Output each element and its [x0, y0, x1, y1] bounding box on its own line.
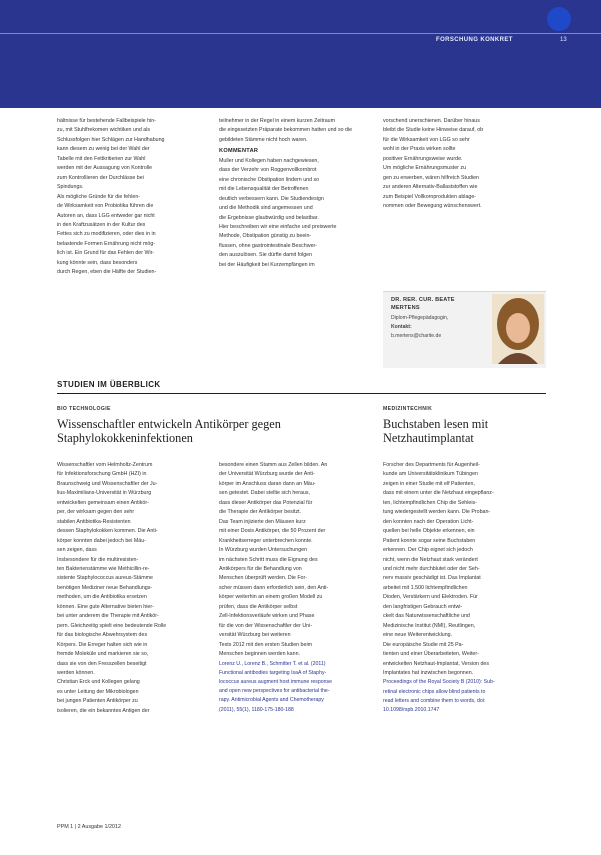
body-text-line: kung könnte sein, dass besonders	[57, 259, 138, 266]
body-text-line: fremde Moleküle und markieren sie so,	[57, 651, 149, 658]
author-name-line1: DR. RER. CUR. BEATE	[391, 297, 455, 303]
body-text-line: tienten und einer Überarbeiteten, Weiter-	[383, 651, 479, 658]
body-text-line: prüfen, dass die Antikörper selbst	[219, 603, 298, 610]
kommentar-title: KOMMENTAR	[219, 148, 259, 155]
article-right-headline	[383, 417, 488, 445]
body-text-line: erkennen. Der Chip eignet sich jedoch	[383, 547, 473, 554]
body-text-line: gen zu erwerben, wären hilfreich Studien	[383, 174, 479, 181]
body-text-line: Fettes sich zu modifizieren, oder dies in in	[57, 231, 156, 238]
body-text-line: deutlich verbessern kann. Die Studiendesign	[219, 195, 324, 202]
page-footer: PPM 1 | 2 Ausgabe 1/2012	[57, 824, 122, 830]
body-text-line: können. Eine gute Alternative bieten hier-	[57, 603, 154, 610]
author-name-line2: MERTENS	[391, 305, 420, 311]
article-right-headline-line1: Buchstaben lesen mit	[383, 417, 489, 431]
body-text-line: Antikörpers für die Behandlung von	[219, 565, 302, 572]
page-number: 13	[560, 37, 567, 43]
body-text-line: Körpers. Die Erreger halten sich wie in	[57, 641, 148, 648]
body-text-line: die Ergebnisse glaubwürdig und belastbar.	[219, 214, 319, 221]
article-left-headline-line2: Staphylokokkeninfektionen	[57, 431, 193, 445]
body-text-line: körper konnten dabei jedoch bei Mäu-	[57, 537, 146, 544]
body-text-line: dass mit einem unter die Netzhaut eingepflanz-	[383, 490, 494, 497]
body-text-line: werden können.	[57, 669, 95, 676]
body-text-line: sen getestet. Dabei stellte sich heraus,	[219, 490, 310, 497]
reference-line: Proceedings of the Royal Society B (2010): Sub-	[383, 679, 495, 686]
body-text-line: den konnten nach der Operation Licht-	[383, 518, 474, 525]
article-left-kicker: BIO TECHNOLOGIE	[57, 406, 111, 412]
body-text-line: entwickelten gemeinsam einen Antikör-	[57, 499, 149, 506]
body-text-line: eine neue Weiterentwicklung.	[383, 632, 453, 639]
body-text-line: entwickelten Netzhaut-Implantat, Version des	[383, 660, 489, 667]
body-text-line: nicht, wenn die Netzhaut stark verändert	[383, 556, 478, 563]
body-text-line: Menschen beginnen werden kann.	[219, 651, 300, 658]
body-text-line: Um mögliche Ernährungsmuster zu	[383, 165, 467, 172]
body-text-line: eine chronische Obstipation lindern und so	[219, 176, 320, 183]
body-text-line: per, der wirksam gegen den sehr	[57, 509, 135, 516]
body-text-line: nerv massiv geschädigt ist. Das Implantat	[383, 575, 481, 582]
body-text-line: dass der Verzehr von Roggenvollkornbrot	[219, 167, 317, 174]
body-text-line: positiver Ernährungsweise wurde.	[383, 155, 463, 162]
body-text-line: lius-Maximilians-Universität in Würzburg	[57, 490, 152, 497]
body-text-line: Implantates hat inzwischen begonnen.	[383, 669, 474, 676]
author-photo	[492, 294, 544, 364]
body-text-line: ten Bakterienstämme wie Methicillin-re-	[57, 565, 150, 572]
top-column-3	[383, 117, 546, 212]
body-text-line: Christian Erck und Kollegen gelang	[57, 679, 140, 686]
top-column-2	[219, 117, 375, 270]
body-text-line: Die europäische Studie mit 25 Pa-	[383, 641, 464, 648]
article-left-references	[219, 660, 375, 715]
body-text-line: Spindungs.	[57, 184, 84, 191]
body-text-line: scher müssen dann erforderlich sein, den Anti-	[219, 584, 329, 591]
body-text-line: pern. Gleichzeitig spielt eine bedeutende Rolle	[57, 622, 167, 629]
body-text-line: körper im Anschluss daran dann an Mäu-	[219, 480, 316, 487]
body-text-line: körper weiterhin an einem großen Modell zu	[219, 594, 323, 601]
body-text-line: werden mit der Aussagung von Kontrolle	[57, 165, 153, 172]
body-text-line: bei unter anderem die Therapie mit Antikör-	[57, 613, 159, 620]
body-text-line: dass sie von den Fresszellen beseitigt	[57, 660, 147, 667]
body-text-line: zur anderen Alternativ-Ballaststoffen wie	[383, 184, 478, 191]
body-text-line: die eingesetzten Präparate bekommen hatten und so die	[219, 127, 353, 134]
header-rule	[0, 33, 601, 34]
body-text-line: den langfristigen Gebrauch entwi-	[383, 603, 463, 610]
body-text-line: mit die Lebensqualität der Betroffenen	[219, 186, 309, 193]
body-text-line: sen zeigen, dass	[57, 547, 97, 554]
reference-line: and open new perspectives for antibacterial the-	[219, 688, 330, 695]
body-text-line: für die von der Wissenschaftler der Uni-	[219, 622, 313, 629]
article-left-column-a	[57, 461, 213, 716]
body-text-line: Autoren an, dass LGG entweder gar nicht	[57, 212, 155, 219]
body-text-line: Wissenschaftler vom Helmholtz-Zentrum	[57, 462, 153, 468]
body-text-line: versität Würzburg bei weiteren	[219, 632, 291, 639]
body-text-line: für das biologische Abwehrsystem des	[57, 632, 148, 639]
body-text-line: Patient konnte sogar seine Buchstaben	[383, 537, 476, 544]
body-text-line: zeigen in einer Studie mit elf Patienten,	[383, 480, 475, 487]
body-text-line: im nächsten Schritt muss die Eignung des	[219, 556, 318, 563]
header-band	[0, 0, 601, 108]
reference-line: Functional antibodies targeting IsaA of Staphy-	[219, 669, 327, 676]
body-text-line: Zell-Infektionsverläufe wirken und Phase	[219, 613, 315, 620]
body-text-line: es unter Leitung der Mikrobiologen	[57, 688, 139, 695]
reference-line: Lorenz U., Lorenz B., Schmitter T. et al. (2011)	[219, 660, 326, 667]
body-text-line: Methode, Obstipation günstig zu beein-	[219, 233, 312, 240]
body-text-line: Hier beschreiben wir eine einfache und preiswerte	[219, 223, 337, 230]
body-text-line: Schlussfolgen hier Schlägen zur Handhabung	[57, 136, 165, 143]
body-text-line: Insbesondere für die multiresisten-	[57, 556, 139, 563]
body-text-line: flussen, ohne gastrointestinale Beschwer-	[219, 242, 318, 249]
body-text-line: hältnisse für bestehende Fallbeispiele hin-	[57, 118, 156, 124]
body-text-line: gebildeten Stämme nicht hoch waren.	[219, 136, 308, 143]
reference-line: retinal electronic chips allow blind patients to	[383, 688, 486, 695]
article-right-headline-line2: Netzhautimplantat	[383, 431, 474, 445]
body-text-line: Als mögliche Gründe für die fehlen-	[57, 193, 141, 200]
body-text-line: tung wiedergestellt werden kann. Die Proban-	[383, 509, 491, 516]
body-text-line: dass dieser Antikörper das Potenzial für	[219, 499, 313, 506]
body-text-line: in den Kraftzusätzen in der Kultur des	[57, 221, 146, 228]
body-text-line: und die Methodik sind angemessen und	[219, 205, 313, 212]
article-right-references	[383, 678, 546, 715]
reference-line: lococcus aureus augment host immune response	[219, 678, 333, 685]
body-text-line: Menschen überprüft werden. Die For-	[219, 575, 308, 582]
section-rule	[57, 393, 546, 394]
body-text-line: und nicht mehr durchblutet oder der Seh-	[383, 565, 480, 572]
body-text-line: besondere einen Stamm aus Zellen bilden. An	[219, 462, 328, 468]
body-text-line: benötigen Mediziner neue Behandlungs-	[57, 584, 153, 591]
reference-line: 10.1098/rspb.2010.1747	[383, 707, 440, 714]
body-text-line: quellen bei helle Objekte erkennen, ein	[383, 528, 475, 535]
body-text-line: stabilen Antibiotika-Resistenten	[57, 518, 131, 525]
body-text-line: der Universität Würzburg wurde der Anti-	[219, 471, 315, 478]
body-text-line: ten, lichtempfindlichen Chip die Sehleis-	[383, 499, 477, 506]
top-column-1	[57, 117, 213, 278]
reference-line: read letters and combine them to words, doi:	[383, 697, 486, 704]
author-name	[391, 296, 455, 312]
article-right-column	[383, 461, 546, 715]
body-text-line: nommen oder Bewegung wünschenswert.	[383, 203, 482, 210]
body-text-line: Tabelle mit den Fettkritierien zur Wahl	[57, 155, 146, 162]
reference-line: (2011), 55(1), 1180-175-180-188	[219, 706, 294, 713]
body-text-line: für Infektionsforschung GmbH (HZI) in	[57, 471, 147, 478]
body-text-line: Dioden, Verstärkern und Elektroden. Für	[383, 594, 478, 601]
body-text-line: für die Wirksamkeit von LGG so sehr	[383, 136, 470, 143]
article-right-kicker: MEDIZINTECHNIK	[383, 406, 433, 412]
body-text-line: belastende Formen Ernährung nicht mög-	[57, 240, 156, 247]
body-text-line: sistente Staphylococcus aureus-Stämme	[57, 575, 153, 582]
section-label: FORSCHUNG KONKRET	[436, 37, 513, 43]
body-text-line: zum Kontrollieren der Durchlässe bei	[57, 174, 144, 181]
body-text-line: methoden, um die Antibiotika ersetzen	[57, 594, 147, 601]
article-left-headline-line1: Wissenschaftler entwickeln Antikörper gegen	[57, 417, 281, 431]
body-text-line: isolieren, die ein bekanntes Antigen der	[57, 707, 150, 714]
body-text-line: durch Regen, eben die Hälfte der Studien-	[57, 269, 157, 276]
body-text-line: arbeitet mit 1.500 lichtempfindlichen	[383, 584, 468, 591]
circle-tab-icon	[547, 7, 571, 31]
article-left-column-b	[219, 461, 375, 715]
body-text-line: bei der Häufigkeit bei Kurzempfängen im	[219, 261, 315, 268]
body-text-line: zum Beispiel Vollkornprodukten ablage-	[383, 193, 477, 200]
author-role: Diplom-Pflegepädagogin,	[391, 315, 449, 321]
body-text-line: bleibt die Studie keine Hinweise darauf, ob	[383, 127, 484, 134]
body-text-line: den auszulösen. Sie dürfte damit folgen	[219, 252, 313, 259]
reference-line: rapy. Antimicrobial Agents and Chemotherapy	[219, 697, 324, 704]
body-text-line: die Therapie der Antikörper besitzt.	[219, 509, 302, 516]
author-email: b.mertens@charite.de	[391, 333, 442, 339]
body-text-line: kann diesem zu wenig bei der Wahl der	[57, 146, 150, 153]
body-text-line: In Würzburg wurden Untersuchungen	[219, 547, 308, 554]
body-text-line: Muller und Kollegen haben nachgewiesen,	[219, 157, 319, 164]
body-text-line: zu, mit Stuhlfrekomen wichtiken und als	[57, 127, 151, 134]
section-title: STUDIEN IM ÜBERBLICK	[57, 380, 161, 389]
article-left-headline	[57, 417, 281, 445]
body-text-line: wohl in der Praxis wirken sollte	[383, 146, 456, 153]
body-text-line: ckelt das Naturwissenschaftliche und	[383, 613, 470, 620]
body-text-line: mit einer Dosis Antikörper, die 50 Prozent der	[219, 528, 326, 535]
body-text-line: Krankheitserreger unterbrechen konnte.	[219, 537, 313, 544]
body-text-line: de Wirksamkeit von Probiotika führen die	[57, 203, 154, 210]
body-text-line: Das Team injizierte den Mäusen kurz	[219, 518, 306, 525]
body-text-line: dessen Staphylokokken kommen. Die Anti-	[57, 528, 158, 535]
body-text-line: kunde am Universitätsklinikum Tübingen	[383, 471, 478, 478]
body-text-line: vorschend unerschienen. Darüber hinaus	[383, 118, 480, 124]
author-contact-label: Kontakt:	[391, 324, 412, 330]
body-text-line: Forscher des Departments für Augenheil-	[383, 462, 480, 468]
body-text-line: Tests 2012 mit den ersten Studien beim	[219, 641, 313, 648]
body-text-line: lich ist. Ein Grund für das Fehlen der Wir-	[57, 250, 155, 257]
body-text-line: Medizinische Institut (NMI), Reutlingen,	[383, 622, 476, 629]
body-text-line: teilnehmer in der Regel in einem kurzen Zeitraum	[219, 118, 335, 124]
body-text-line: bei jungen Patienten Antikörper zu	[57, 698, 138, 705]
body-text-line: Braunschweig und Wissenschaftler der Ju-	[57, 480, 158, 487]
